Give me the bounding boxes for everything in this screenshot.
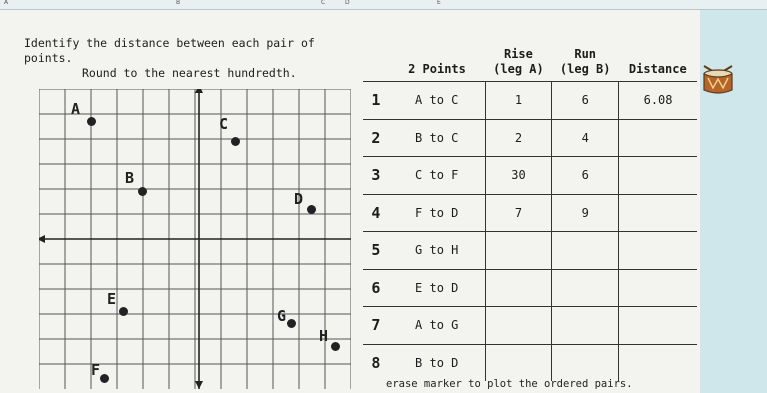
distance-cell[interactable] xyxy=(619,194,697,232)
row-number: 4 xyxy=(363,194,389,232)
table-header-row xyxy=(363,30,697,82)
coordinate-grid xyxy=(39,89,351,389)
point-g-dot[interactable] xyxy=(287,319,296,328)
point-label-c: C xyxy=(219,115,229,133)
instructions-line-1: Identify the distance between each pair of points. xyxy=(24,36,315,65)
header-distance: Distance xyxy=(628,62,687,76)
instructions-line-2: Round to the nearest hundredth. xyxy=(82,66,297,80)
row-pair: B to D xyxy=(389,344,485,381)
column-letter-b: B xyxy=(176,0,181,6)
table-row xyxy=(363,307,697,345)
distance-table xyxy=(363,30,697,381)
header-rise-top: Rise xyxy=(503,47,533,61)
distance-cell[interactable]: 6.08 xyxy=(619,82,697,120)
rise-cell[interactable] xyxy=(485,307,552,345)
row-pair: A to G xyxy=(389,307,485,345)
distance-cell[interactable] xyxy=(619,269,697,307)
distance-cell[interactable] xyxy=(619,232,697,270)
header-points: 2 Points xyxy=(408,62,466,76)
row-number: 1 xyxy=(363,82,389,120)
header-rise-bottom: (leg A) xyxy=(493,62,544,76)
drum-icon[interactable] xyxy=(700,64,736,96)
row-pair: A to C xyxy=(389,82,485,120)
run-cell[interactable] xyxy=(552,269,619,307)
row-number: 2 xyxy=(363,119,389,157)
row-number: 3 xyxy=(363,157,389,195)
column-letter-d: D xyxy=(345,0,350,6)
point-label-e: E xyxy=(107,290,117,308)
footer-instruction: erase marker to plot the ordered pairs. xyxy=(386,378,633,390)
run-cell[interactable]: 6 xyxy=(552,157,619,195)
row-number: 5 xyxy=(363,232,389,270)
row-number: 6 xyxy=(363,269,389,307)
rise-cell[interactable] xyxy=(485,344,552,381)
rise-cell[interactable]: 7 xyxy=(485,194,552,232)
point-label-f: F xyxy=(91,361,101,379)
rise-cell[interactable] xyxy=(485,232,552,270)
header-rise xyxy=(485,30,552,82)
point-f-dot[interactable] xyxy=(100,374,109,383)
instructions xyxy=(24,36,364,81)
column-letter-c: C xyxy=(321,0,326,6)
run-cell[interactable]: 6 xyxy=(552,82,619,120)
run-cell[interactable] xyxy=(552,232,619,270)
row-pair: F to D xyxy=(389,194,485,232)
row-pair: B to C xyxy=(389,119,485,157)
point-label-b: B xyxy=(125,169,135,187)
table-row xyxy=(363,269,697,307)
point-label-h: H xyxy=(319,327,329,345)
distance-cell[interactable] xyxy=(619,119,697,157)
column-letter-a: A xyxy=(4,0,9,6)
distance-cell[interactable] xyxy=(619,344,697,381)
distance-cell[interactable] xyxy=(619,157,697,195)
grid-lines xyxy=(39,89,351,389)
row-number: 7 xyxy=(363,307,389,345)
run-cell[interactable]: 4 xyxy=(552,119,619,157)
rise-cell[interactable]: 30 xyxy=(485,157,552,195)
rise-cell[interactable]: 2 xyxy=(485,119,552,157)
point-e-dot[interactable] xyxy=(119,307,128,316)
point-a-dot[interactable] xyxy=(87,117,96,126)
header-run xyxy=(552,30,619,82)
row-number: 8 xyxy=(363,344,389,381)
point-label-d: D xyxy=(294,190,304,208)
table-row xyxy=(363,344,697,381)
point-label-g: G xyxy=(277,307,287,325)
run-cell[interactable] xyxy=(552,344,619,381)
table-row xyxy=(363,194,697,232)
point-c-dot[interactable] xyxy=(231,137,240,146)
table-row xyxy=(363,82,697,120)
row-pair: C to F xyxy=(389,157,485,195)
rise-cell[interactable] xyxy=(485,269,552,307)
spreadsheet-column-header-strip xyxy=(0,0,767,10)
row-pair: E to D xyxy=(389,269,485,307)
header-run-bottom: (leg B) xyxy=(559,62,611,76)
point-b-dot[interactable] xyxy=(138,187,147,196)
row-pair: G to H xyxy=(389,232,485,270)
table-row xyxy=(363,232,697,270)
header-run-top: Run xyxy=(574,47,597,61)
point-d-dot[interactable] xyxy=(307,205,316,214)
distance-cell[interactable] xyxy=(619,307,697,345)
point-label-a: A xyxy=(71,100,81,118)
header-number xyxy=(363,30,389,82)
table-row xyxy=(363,119,697,157)
run-cell[interactable] xyxy=(552,307,619,345)
point-h-dot[interactable] xyxy=(331,342,340,351)
run-cell[interactable]: 9 xyxy=(552,194,619,232)
column-letter-e: E xyxy=(437,0,441,6)
rise-cell[interactable]: 1 xyxy=(485,82,552,120)
table-row xyxy=(363,157,697,195)
